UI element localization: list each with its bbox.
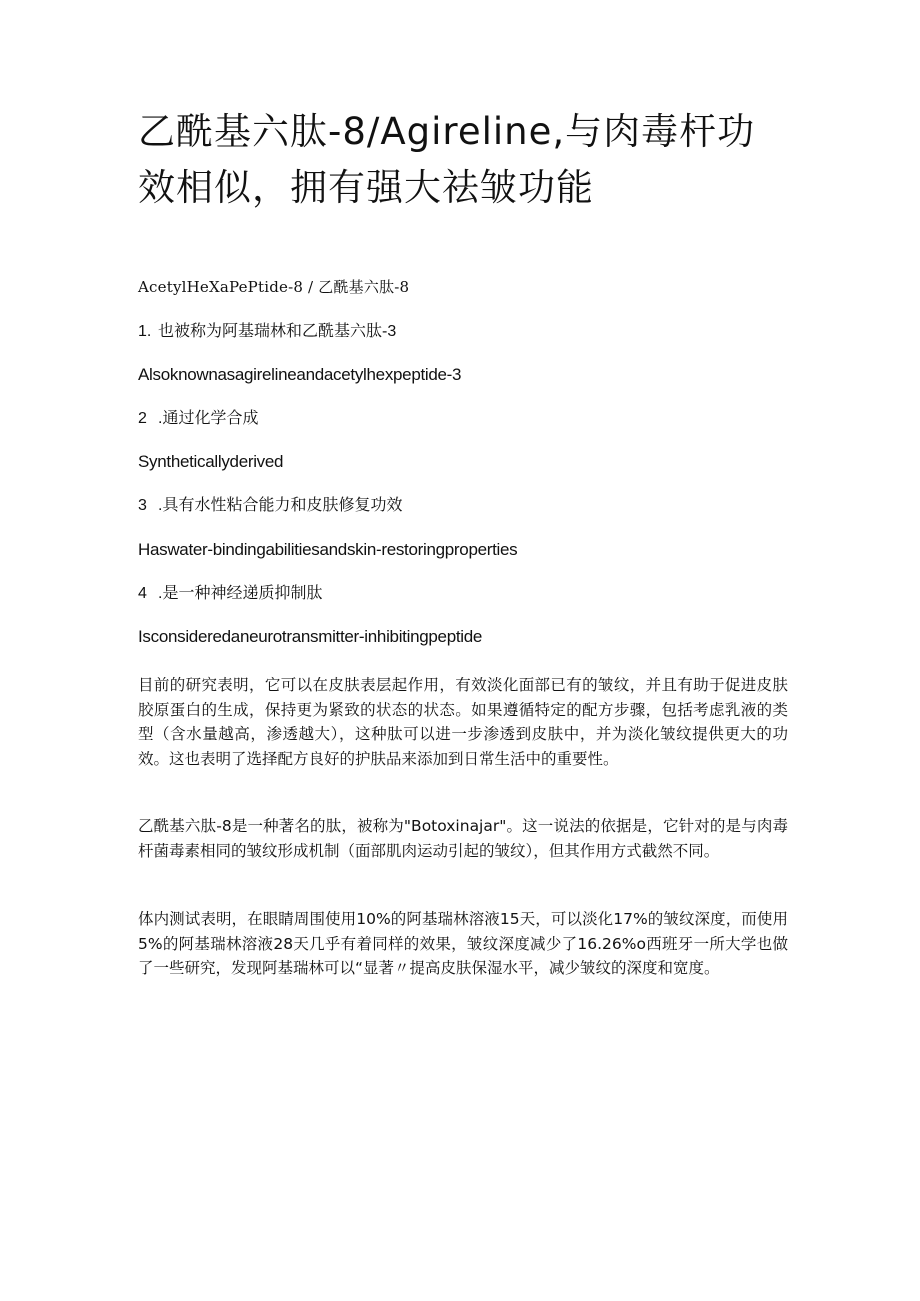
- list-item-1-text: 也被称为阿基瑞林和乙酰基六肽-3: [158, 323, 397, 340]
- list-item-2-text: .通过化学合成: [158, 410, 259, 427]
- list-item-3-text: .具有水性粘合能力和皮肤修复功效: [158, 497, 403, 514]
- list-item-1-zh: [138, 322, 396, 342]
- list-item-3-en: Haswater-bindingabilitiesandskin-restoringproperties: [138, 540, 518, 559]
- list-item-4-number: 4: [138, 585, 147, 602]
- list-item-1-en: Alsoknownasagirelineandacetylhexpeptide-3: [138, 365, 462, 384]
- document-subtitle: AcetylHeXaPePtide-8 / 乙酰基六肽-8: [138, 278, 410, 296]
- body-paragraph-2: 乙酰基六肽-8是一种著名的肽，被称为"Botoxinajar"。这一说法的依据是，它针对的是与肉毒杆菌毒素相同的皱纹形成机制（面部肌肉运动引起的皱纹），但其作用方式截然不同。: [138, 817, 788, 860]
- body-paragraph-1: 目前的研究表明，它可以在皮肤表层起作用，有效淡化面部已有的皱纹，并且有助于促进皮肤胶原蛋白的生成，保持更为紧致的状态的状态。如果遵循特定的配方步骤，包括考虑乳液的类型（含水量越高，渗透越大），这种肽可以进一步渗透到皮肤中，并为淡化皱纹提供更大的功效。这也表明了选择配方良好的护肤品来添加到日常生活中的重要性。: [138, 676, 788, 768]
- list-item-4-text: .是一种神经递质抑制肽: [158, 585, 323, 602]
- list-item-2-en: Syntheticallyderived: [138, 452, 284, 471]
- document-title: 乙酰基六肽-8/Agireline,与肉毒杆功效相似，拥有强大祛皱功能: [138, 110, 756, 209]
- list-item-4-en: Isconsideredaneurotransmitter-inhibitingpeptide: [138, 627, 483, 646]
- list-item-3-number: 3: [138, 497, 147, 514]
- list-item-2-zh: [138, 409, 258, 429]
- list-item-2-number: 2: [138, 410, 147, 427]
- list-item-3-zh: [138, 496, 402, 516]
- list-item-4-zh: [138, 584, 322, 604]
- body-paragraph-3: 体内测试表明，在眼睛周围使用10%的阿基瑞林溶液15天，可以淡化17%的皱纹深度，而使用5%的阿基瑞林溶液28天几乎有着同样的效果，皱纹深度减少了16.26%o西班牙一所大学也做了一些研究，发现阿基瑞林可以“显著〃提高皮肤保湿水平，减少皱纹的深度和宽度。: [138, 910, 788, 977]
- list-item-1-number: 1.: [138, 323, 152, 340]
